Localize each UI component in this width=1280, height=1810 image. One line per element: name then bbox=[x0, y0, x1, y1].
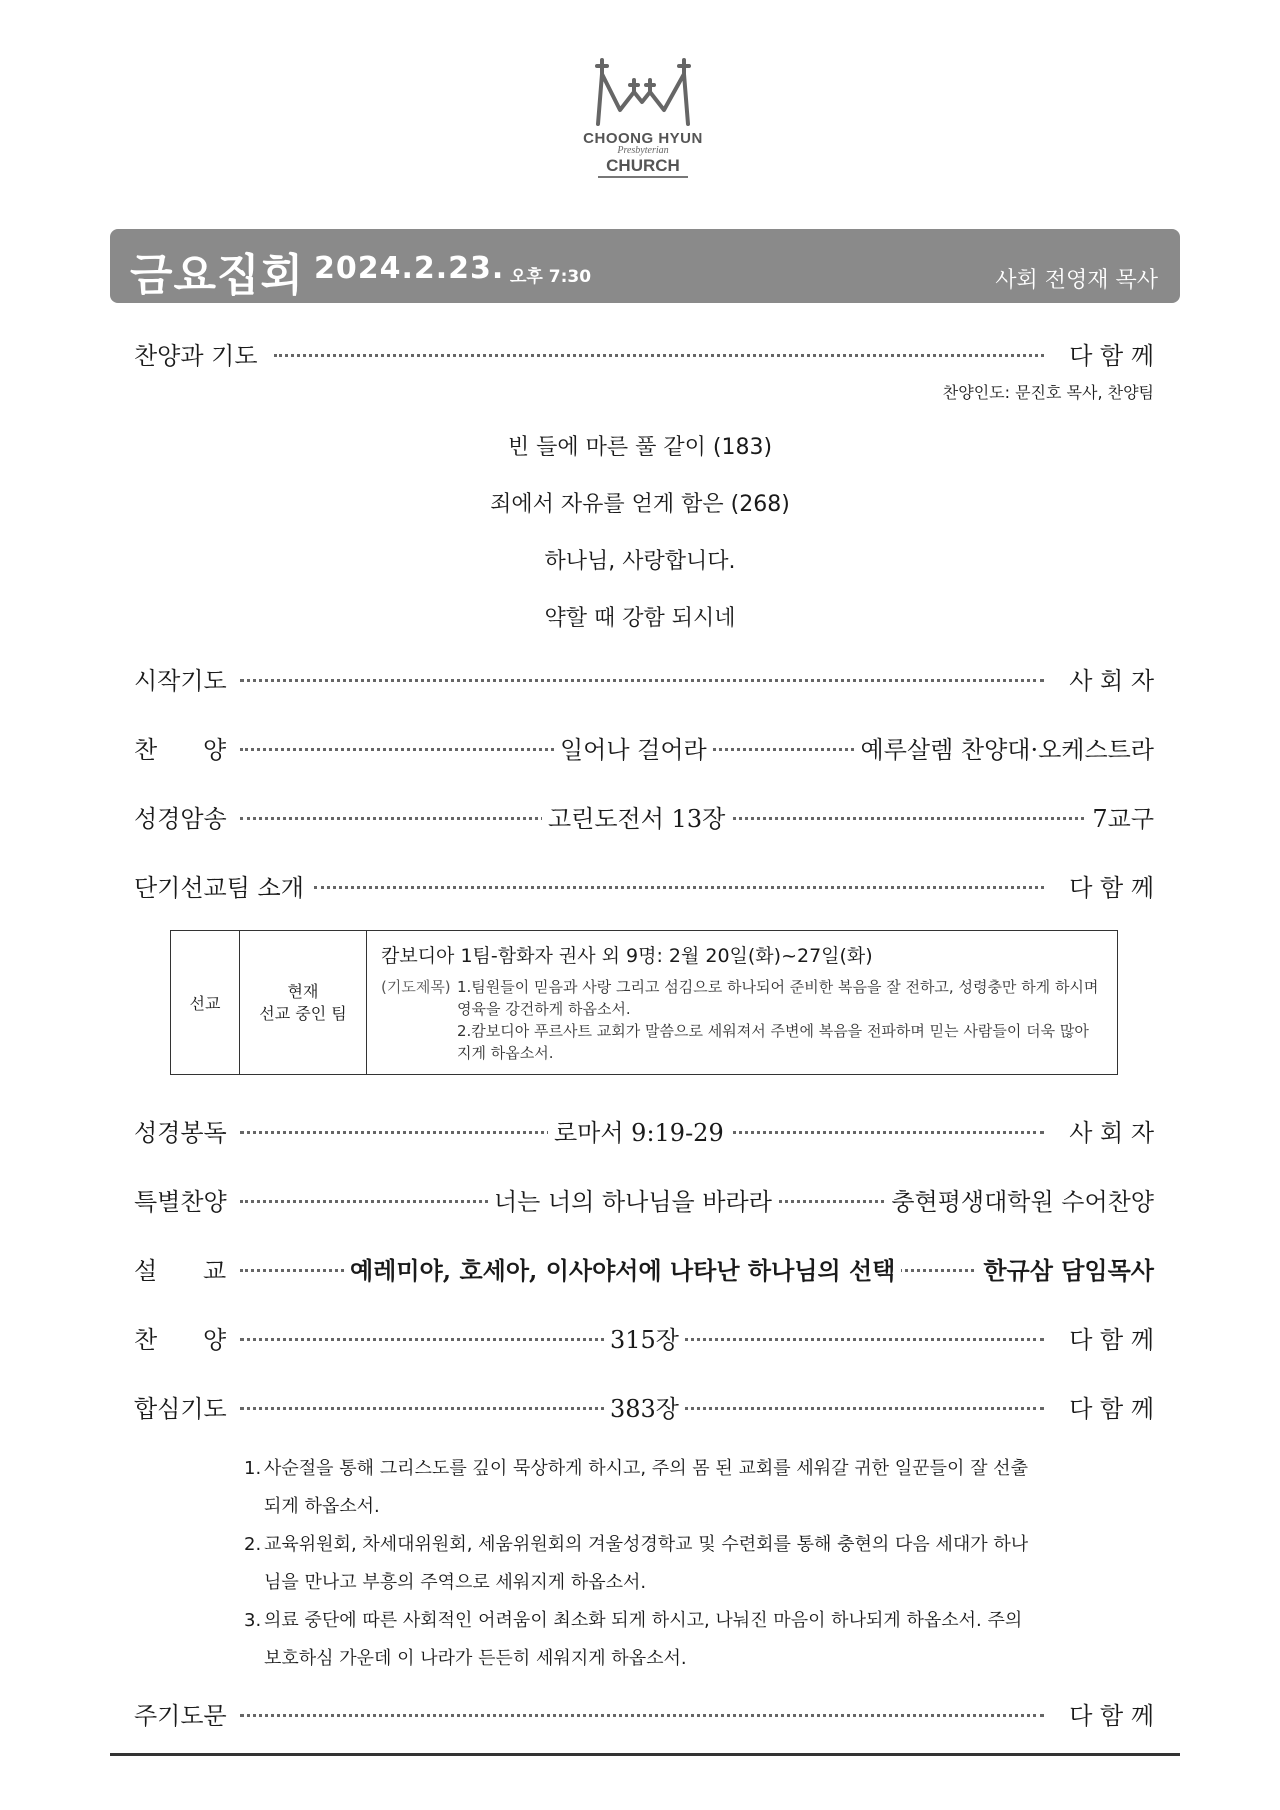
mission-category-cell: 선교 bbox=[171, 931, 240, 1075]
mission-status-cell bbox=[240, 931, 367, 1075]
row-label: 설 교 bbox=[134, 1257, 227, 1285]
order-row-mission-intro bbox=[134, 862, 1154, 902]
row-right: 다 함 께 bbox=[1063, 336, 1154, 371]
row-label: 단기선교팀 소개 bbox=[134, 874, 304, 902]
leader-dots bbox=[274, 354, 1044, 360]
prayer-text: 의료 중단에 따른 사회적인 어려움이 최소화 되게 하시고, 나눠진 마음이 하나되게 하옵소서. 주의 보호하심 가운데 이 나라가 든든히 세워지게 하옵소서. bbox=[264, 1610, 1023, 1669]
mission-prayer-text-2: 2.캄보디아 푸르사트 교회가 말씀으로 세워져서 주변에 복음을 전파하며 믿는 사람들이 더욱 많아지게 하옵소서. bbox=[457, 1022, 1089, 1062]
row-label: 성경봉독 bbox=[134, 1119, 227, 1147]
church-spires-icon bbox=[588, 58, 698, 128]
prayer-number: 1. bbox=[244, 1458, 262, 1479]
prayer-item bbox=[244, 1602, 1044, 1678]
mission-team-table bbox=[170, 930, 1118, 1075]
row-right: 다 함 께 bbox=[1063, 1696, 1154, 1731]
prayer-number: 2. bbox=[244, 1534, 262, 1555]
row-right: 다 함 께 bbox=[1063, 1320, 1154, 1355]
church-logo bbox=[580, 58, 706, 190]
row-right: 사 회 자 bbox=[1063, 661, 1154, 696]
row-label: 성경암송 bbox=[134, 805, 227, 833]
order-row-praise-1 bbox=[134, 724, 1154, 764]
prayer-text: 교육위원회, 차세대위원회, 세움위원회의 겨울성경학교 및 수련회를 통해 충현의 다음 세대가 하나님을 만나고 부흥의 주역으로 세워지게 하옵소서. bbox=[264, 1534, 1029, 1593]
service-title: 금요집회 bbox=[130, 250, 305, 301]
mission-status-line-1: 현재 bbox=[287, 981, 319, 1001]
logo-line-2: Presbyterian bbox=[617, 145, 669, 156]
prayer-topic-tag: (기도제목) bbox=[381, 978, 451, 996]
order-row-recitation bbox=[134, 793, 1154, 833]
order-row-unison-prayer bbox=[134, 1383, 1154, 1423]
prayer-number: 3. bbox=[244, 1610, 262, 1631]
mission-detail-cell bbox=[367, 931, 1118, 1075]
row-label: 특별찬양 bbox=[134, 1188, 227, 1216]
order-row-lords-prayer bbox=[134, 1690, 1154, 1730]
song-3: 하나님, 사랑합니다. bbox=[544, 549, 736, 574]
prayer-item bbox=[244, 1526, 1044, 1602]
order-row-sermon bbox=[134, 1245, 1154, 1285]
row-center: 로마서 9:19-29 bbox=[548, 1113, 730, 1148]
mission-prayer-2 bbox=[381, 1020, 1103, 1064]
row-right: 한규삼 담임목사 bbox=[977, 1251, 1154, 1286]
leader-dots bbox=[240, 1714, 1044, 1720]
service-leader: 사회 전영재 목사 bbox=[995, 268, 1158, 293]
row-right: 7교구 bbox=[1086, 799, 1154, 834]
row-label: 찬양과 기도 bbox=[134, 342, 258, 370]
song-2: 죄에서 자유를 얻게 함은 (268) bbox=[490, 492, 790, 517]
row-label: 주기도문 bbox=[134, 1702, 227, 1730]
row-right: 다 함 께 bbox=[1063, 1389, 1154, 1424]
order-row-opening-prayer bbox=[134, 655, 1154, 695]
row-center: 너는 너의 하나님을 바라라 bbox=[488, 1182, 778, 1217]
row-center: 315장 bbox=[604, 1320, 685, 1355]
service-header bbox=[110, 229, 1180, 303]
row-label: 시작기도 bbox=[134, 667, 227, 695]
mission-status-line-2: 선교 중인 팀 bbox=[259, 1003, 347, 1023]
row-right: 다 함 께 bbox=[1063, 868, 1154, 903]
row-center: 일어나 걸어라 bbox=[554, 730, 713, 765]
order-row-praise-2 bbox=[134, 1314, 1154, 1354]
song-1: 빈 들에 마른 풀 같이 (183) bbox=[507, 435, 773, 460]
service-date: 2024.2.23. bbox=[314, 251, 505, 286]
order-row-worship bbox=[134, 330, 1154, 370]
row-right: 충현평생대학원 수어찬양 bbox=[885, 1182, 1154, 1217]
leader-dots bbox=[240, 679, 1044, 685]
prayer-text: 사순절을 통해 그리스도를 깊이 묵상하게 하시고, 주의 몸 된 교회를 세워갈 귀한 일꾼들이 잘 선출되게 하옵소서. bbox=[264, 1458, 1028, 1517]
bottom-divider bbox=[110, 1753, 1180, 1756]
row-right: 사 회 자 bbox=[1063, 1113, 1154, 1148]
prayer-list bbox=[244, 1450, 1044, 1678]
song-4: 약할 때 강함 되시네 bbox=[544, 606, 736, 631]
leader-dots bbox=[314, 886, 1044, 892]
prayer-item bbox=[244, 1450, 1044, 1526]
worship-leader-note: 찬양인도: 문진호 목사, 찬양팀 bbox=[942, 383, 1154, 402]
row-right: 예루살렘 찬양대·오케스트라 bbox=[855, 730, 1154, 765]
row-label: 합심기도 bbox=[134, 1395, 227, 1423]
mission-team-title: 캄보디아 1팀-함화자 권사 외 9명: 2월 20일(화)~27일(화) bbox=[381, 945, 873, 967]
sermon-title: 예레미야, 호세아, 이사야서에 나타난 하나님의 선택 bbox=[344, 1251, 901, 1286]
row-label: 찬 양 bbox=[134, 1326, 227, 1354]
row-center: 고린도전서 13장 bbox=[542, 799, 731, 834]
service-time: 오후 7:30 bbox=[510, 267, 592, 287]
row-center: 383장 bbox=[604, 1389, 685, 1424]
logo-line-3: CHURCH bbox=[598, 156, 688, 178]
order-row-scripture bbox=[134, 1107, 1154, 1147]
mission-prayer-text-1: 1.팀원들이 믿음과 사랑 그리고 섬김으로 하나되어 준비한 복음을 잘 전하고, 성령충만 하게 하시며 영육을 강건하게 하옵소서. bbox=[457, 978, 1099, 1018]
logo-line-1: CHOONG HYUN bbox=[583, 130, 703, 147]
mission-prayer-1 bbox=[381, 976, 1103, 1020]
order-row-special-praise bbox=[134, 1176, 1154, 1216]
row-label: 찬 양 bbox=[134, 736, 227, 764]
